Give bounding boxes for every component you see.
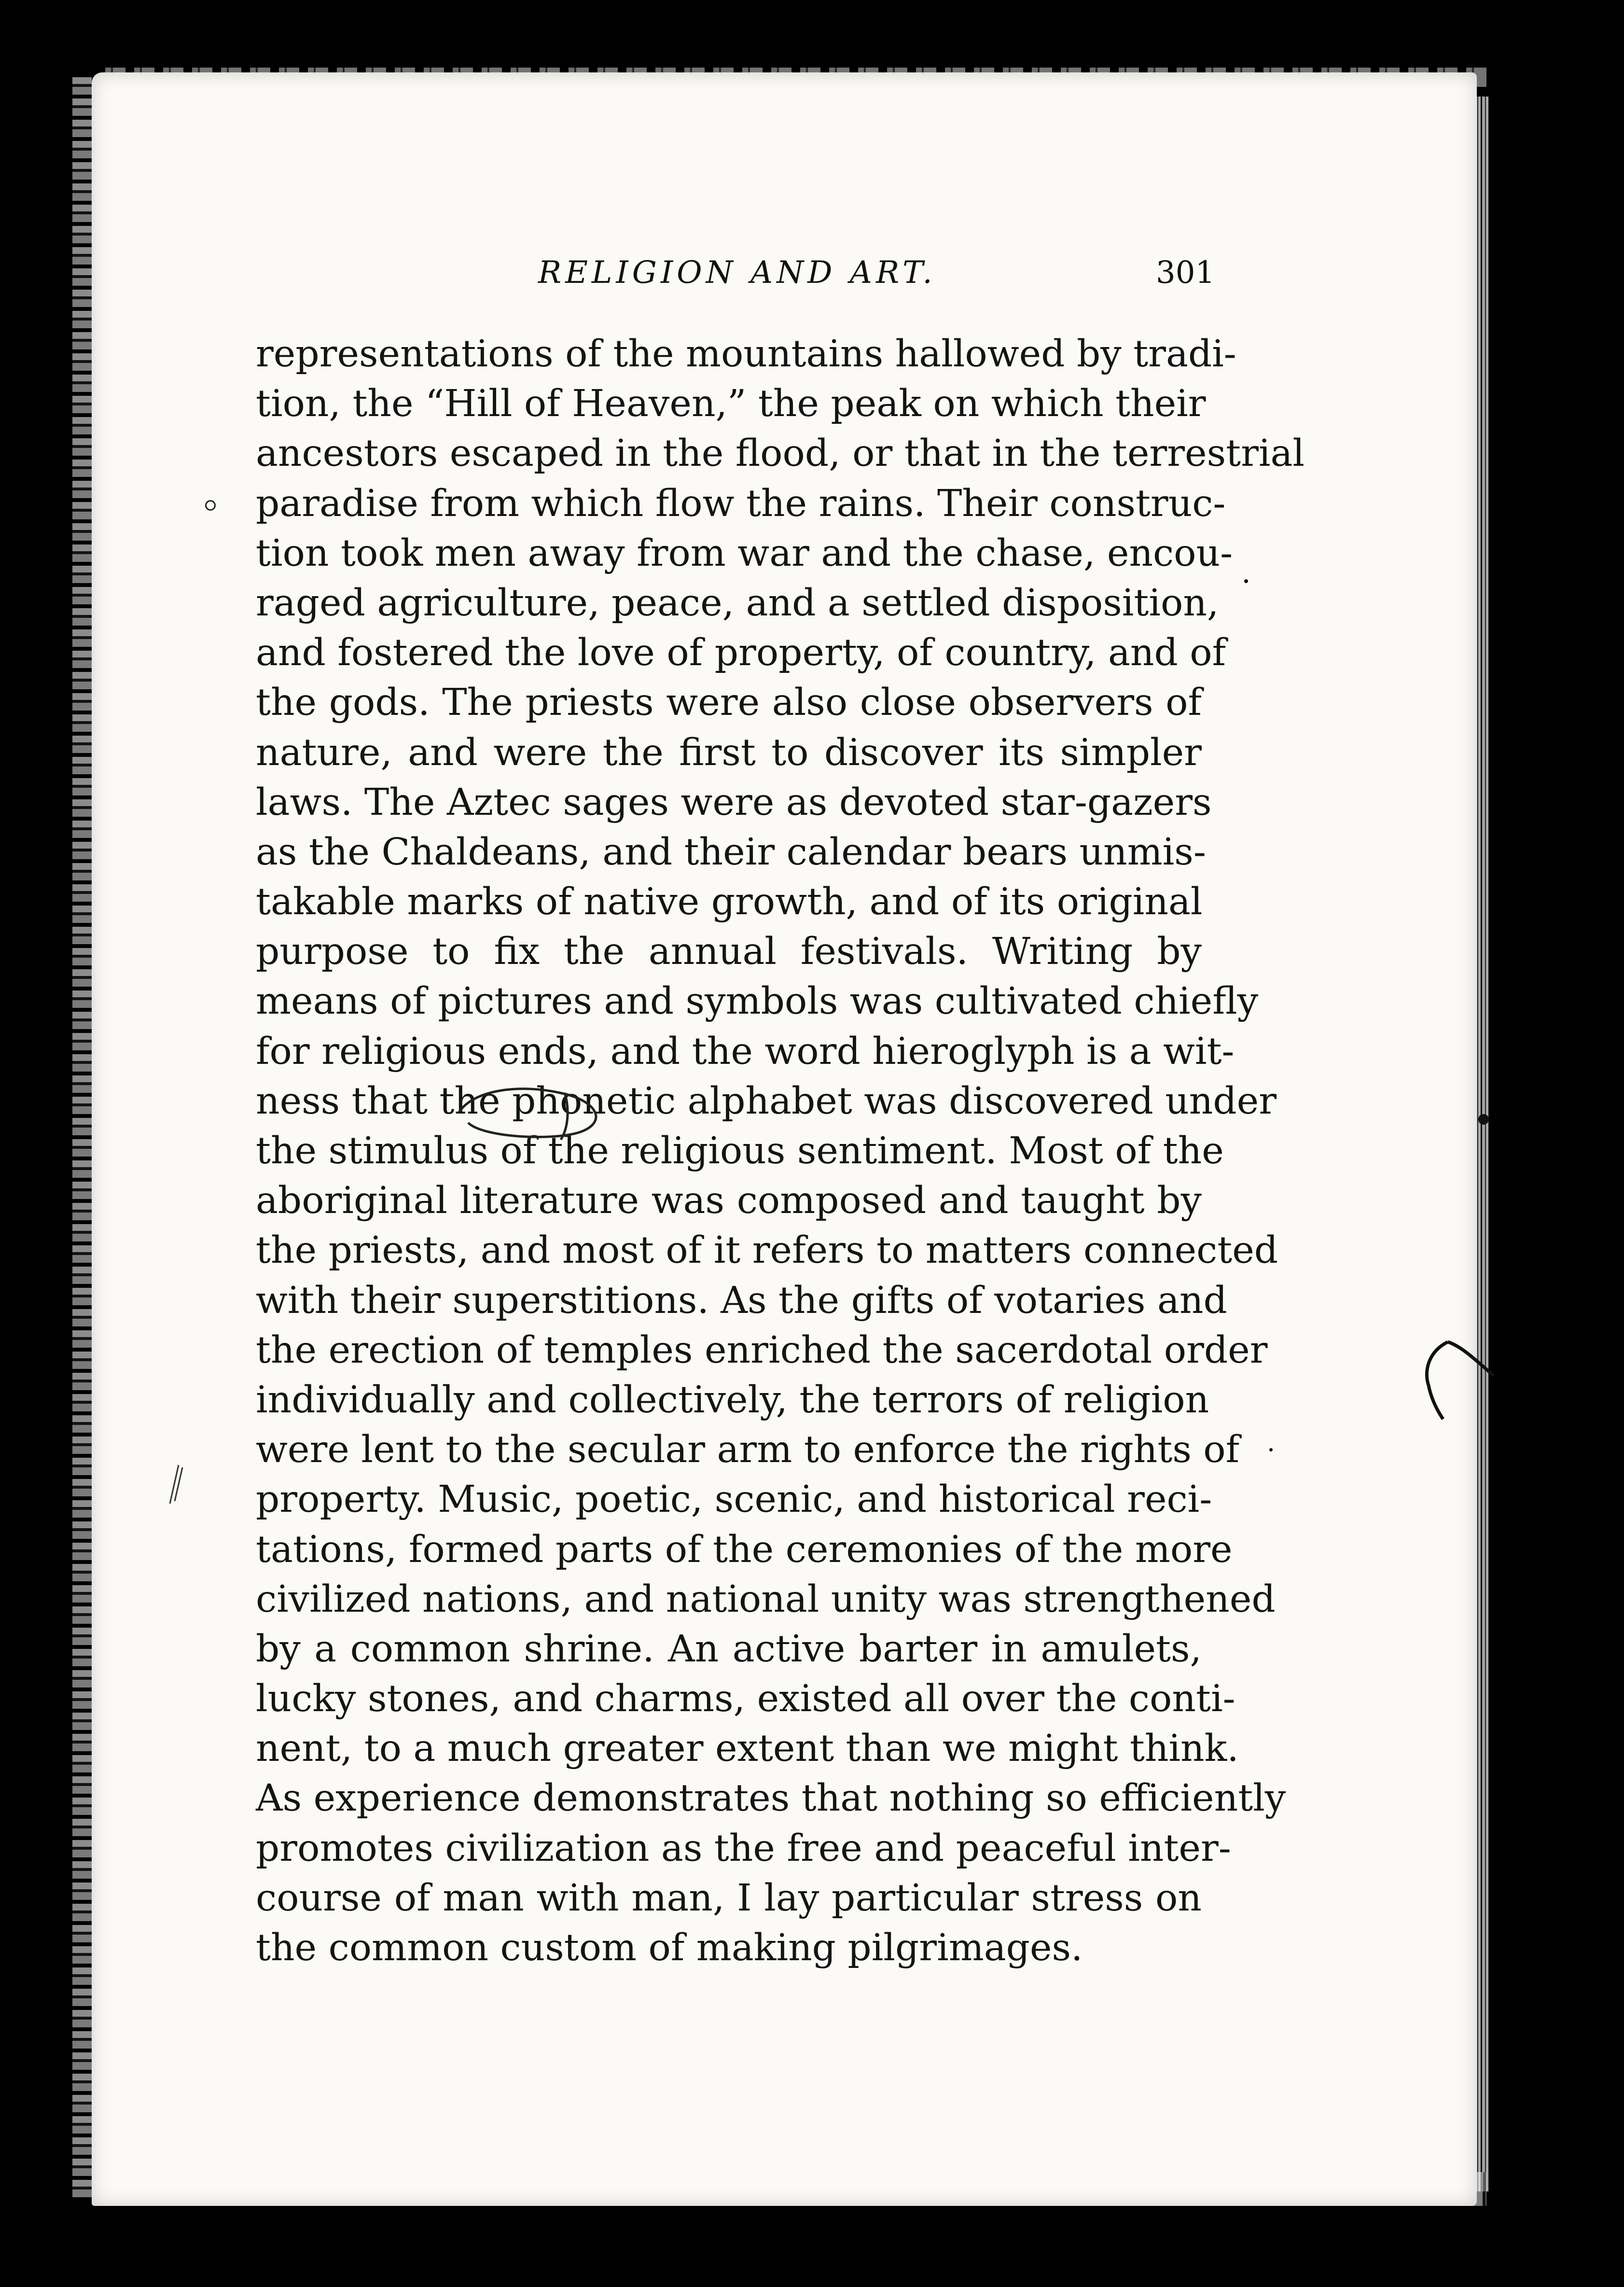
text-line: aboriginal literature was composed and taught by — [256, 1179, 1202, 1223]
text-line: the gods. The priests were also close observers of — [256, 681, 1202, 725]
text-line: and fostered the love of property, of country, and of — [256, 631, 1226, 675]
text-line: the priests, and most of it refers to matters connected — [256, 1229, 1278, 1272]
text-line: nent, to a much greater extent than we might think. — [256, 1727, 1239, 1771]
ink-dot — [1269, 1448, 1273, 1451]
text-line: individually and collectively, the terrors of religion — [256, 1378, 1209, 1422]
text-line: tion, the “Hill of Heaven,” the peak on which their — [256, 382, 1206, 426]
body-text — [256, 329, 1305, 1973]
pen-mark-ring — [454, 1079, 647, 1142]
text-line: promotes civilization as the free and peaceful inter- — [256, 1827, 1231, 1870]
text-line: ancestors escaped in the flood, or that in the terrestrial — [256, 432, 1305, 475]
text-line: tion took men away from war and the chase, encou- — [256, 531, 1233, 575]
text-line: laws. The Aztec sages were as devoted star-gazers — [256, 781, 1212, 824]
text-line: As experience demonstrates that nothing so efficiently — [256, 1777, 1286, 1820]
ink-ring-mark — [205, 500, 216, 511]
pen-mark-bracket — [1414, 1332, 1501, 1429]
text-line: property. Music, poetic, scenic, and historical reci- — [256, 1478, 1212, 1521]
text-line: by a common shrine. An active barter in amulets, — [256, 1627, 1202, 1671]
ink-dot — [1478, 1114, 1489, 1125]
running-head: RELIGION AND ART. — [538, 255, 936, 291]
text-line: the stimulus of the religious sentiment. Most of the — [256, 1130, 1224, 1172]
text-line: tations, formed parts of the ceremonies of the more — [256, 1528, 1233, 1571]
text-line: means of pictures and symbols was cultivated chiefly — [256, 980, 1259, 1023]
page-number: 301 — [1156, 255, 1215, 291]
ink-dot — [1244, 579, 1248, 583]
page-edge-left — [72, 77, 92, 2201]
text-line: purpose to fix the annual festivals. Writing by — [256, 930, 1202, 974]
text-line: lucky stones, and charms, existed all over the conti- — [256, 1677, 1235, 1721]
text-line: for religious ends, and the word hieroglyph is a wit- — [256, 1030, 1235, 1073]
text-line: paradise from which flow the rains. Their construc- — [256, 482, 1226, 525]
text-line: raged agriculture, peace, and a settled disposition, — [256, 581, 1219, 625]
text-line: the erection of temples enriched the sacerdotal order — [256, 1328, 1268, 1372]
text-line: course of man with man, I lay particular stress on — [256, 1876, 1202, 1920]
pen-mark-scribble — [164, 1463, 183, 1506]
text-line: with their superstitions. As the gifts of votaries and — [256, 1279, 1227, 1322]
text-line: takable marks of native growth, and of its original — [256, 880, 1203, 924]
text-line: were lent to the secular arm to enforce the rights of — [256, 1428, 1240, 1472]
text-line: civilized nations, and national unity was strengthened — [256, 1577, 1276, 1621]
text-line: ness that the phonetic alphabet was discovered under — [256, 1079, 1277, 1123]
text-line: representations of the mountains hallowed by tradi- — [256, 333, 1236, 376]
text-line: nature, and were the first to discover its simpler — [256, 731, 1202, 774]
text-line: the common custom of making pilgrimages. — [256, 1926, 1083, 1969]
text-line: as the Chaldeans, and their calendar bears unmis- — [256, 830, 1206, 874]
